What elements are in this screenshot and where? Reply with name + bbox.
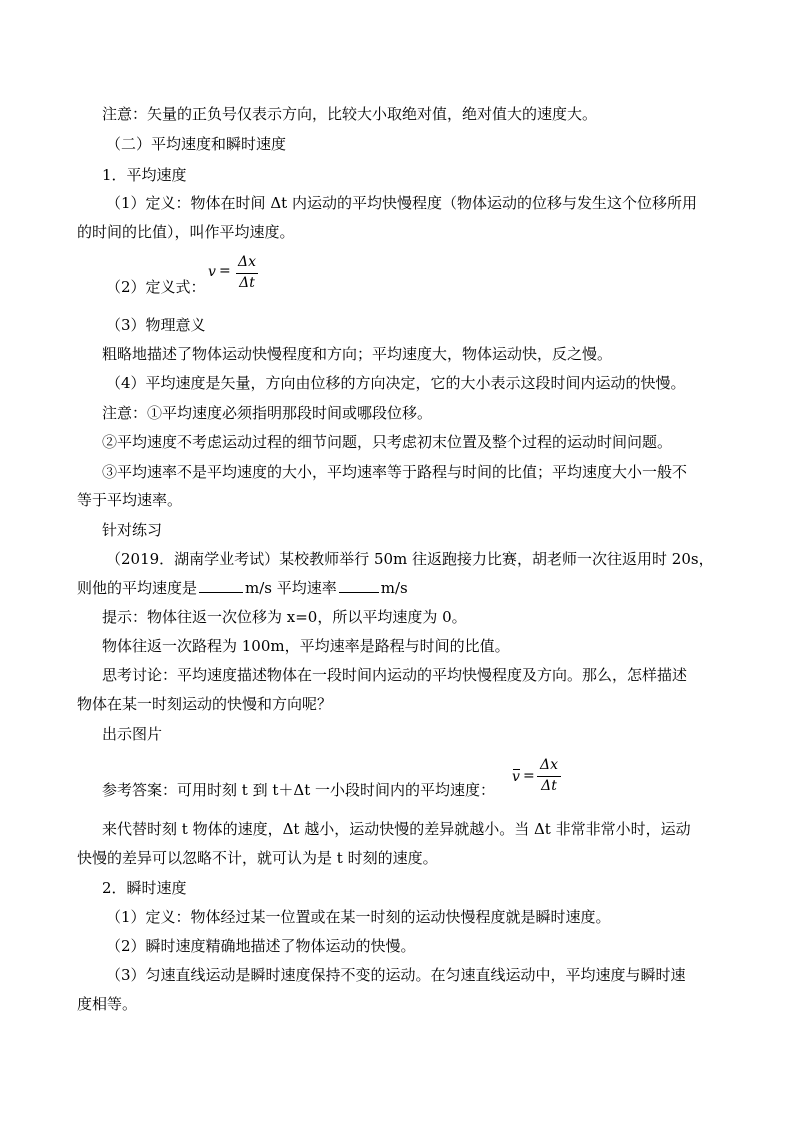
practice-heading: 针对练习 bbox=[102, 521, 163, 539]
discussion-line-2: 物体在某一时刻运动的快慢和方向呢？ bbox=[77, 695, 333, 713]
reference-answer-line-3: 快慢的差异可以忽略不计，就可认为是 t 时刻的速度。 bbox=[77, 849, 438, 867]
subheading-instantaneous-velocity: 2．瞬时速度 bbox=[102, 879, 187, 897]
show-picture-label: 出示图片 bbox=[102, 725, 163, 743]
formula-numerator: Δx bbox=[237, 254, 256, 270]
average-velocity-formula bbox=[208, 254, 268, 294]
question-text-a: 则他的平均速度是 bbox=[77, 579, 198, 597]
average-velocity-formula-2 bbox=[512, 757, 572, 797]
formula-equals: = bbox=[219, 263, 231, 279]
physical-meaning-heading: （3）物理意义 bbox=[106, 316, 206, 334]
note-3-line-1: ③平均速率不是平均速度的大小，平均速率等于路程与时间的比值；平均速度大小一般不 bbox=[102, 463, 688, 481]
formula2-equals: = bbox=[523, 768, 535, 784]
discussion-line-1: 思考讨论：平均速度描述物体在一段时间内运动的平均快慢程度及方向。那么，怎样描述 bbox=[102, 666, 688, 684]
question-text-c: m/s bbox=[380, 579, 408, 597]
uniform-motion-line-1: （3）匀速直线运动是瞬时速度保持不变的运动。在匀速直线运动中，平均速度与瞬时速 bbox=[106, 966, 686, 984]
hint-line-1: 提示：物体往返一次位移为 x=0，所以平均速度为 0。 bbox=[102, 608, 467, 626]
hint-line-2: 物体往返一次路程为 100m，平均速率是路程与时间的比值。 bbox=[102, 637, 510, 655]
formula-denominator: Δt bbox=[239, 275, 255, 291]
practice-question-line-2 bbox=[77, 578, 408, 598]
note-1: 注意：①平均速度必须指明那段时间或哪段位移。 bbox=[102, 404, 433, 422]
instantaneous-precision: （2）瞬时速度精确地描述了物体运动的快慢。 bbox=[106, 937, 416, 955]
subheading-average-velocity: 1．平均速度 bbox=[102, 166, 187, 184]
definition-line-1: （1）定义：物体在时间 Δt 内运动的平均快慢程度（物体运动的位移与发生这个位移所用 bbox=[106, 194, 697, 212]
formula2-numerator: Δx bbox=[539, 757, 558, 773]
uniform-motion-line-2: 度相等。 bbox=[77, 995, 138, 1013]
definition-line-2: 的时间的比值），叫作平均速度。 bbox=[77, 223, 295, 241]
answer-blank-average-velocity[interactable] bbox=[199, 579, 243, 593]
fraction2-bar bbox=[537, 776, 561, 777]
section-heading-2: （二）平均速度和瞬时速度 bbox=[106, 135, 287, 153]
formula2-denominator: Δt bbox=[541, 778, 557, 794]
formula2-v: v bbox=[512, 769, 520, 785]
formula-label: （2）定义式： bbox=[106, 278, 206, 296]
instantaneous-definition: （1）定义：物体经过某一位置或在某一时刻的运动快慢程度就是瞬时速度。 bbox=[106, 908, 611, 926]
vector-property-text: （4）平均速度是矢量，方向由位移的方向决定，它的大小表示这段时间内运动的快慢。 bbox=[106, 374, 686, 392]
reference-answer-line-1: 参考答案：可用时刻 t 到 t＋Δt 一小段时间内的平均速度： bbox=[102, 781, 495, 799]
answer-blank-average-speed[interactable] bbox=[339, 579, 379, 593]
reference-answer-line-2: 来代替时刻 t 物体的速度，Δt 越小，运动快慢的差异就越小。当 Δt 非常非常小时，运动 bbox=[102, 820, 691, 838]
fraction-bar bbox=[236, 273, 258, 274]
physical-meaning-text: 粗略地描述了物体运动快慢程度和方向；平均速度大，物体运动快，反之慢。 bbox=[102, 345, 613, 363]
question-text-b: m/s 平均速率 bbox=[245, 579, 337, 597]
note-3-line-2: 等于平均速率。 bbox=[77, 491, 183, 509]
note-2: ②平均速度不考虑运动过程的细节问题，只考虑初末位置及整个过程的运动时间问题。 bbox=[102, 433, 673, 451]
practice-question-line-1: （2019．湖南学业考试）某校教师举行 50m 往返跑接力比赛，胡老师一次往返用时 20s， bbox=[106, 550, 714, 568]
note-vector-sign: 注意：矢量的正负号仅表示方向，比较大小取绝对值，绝对值大的速度大。 bbox=[102, 105, 598, 123]
formula-v: v bbox=[208, 264, 216, 280]
